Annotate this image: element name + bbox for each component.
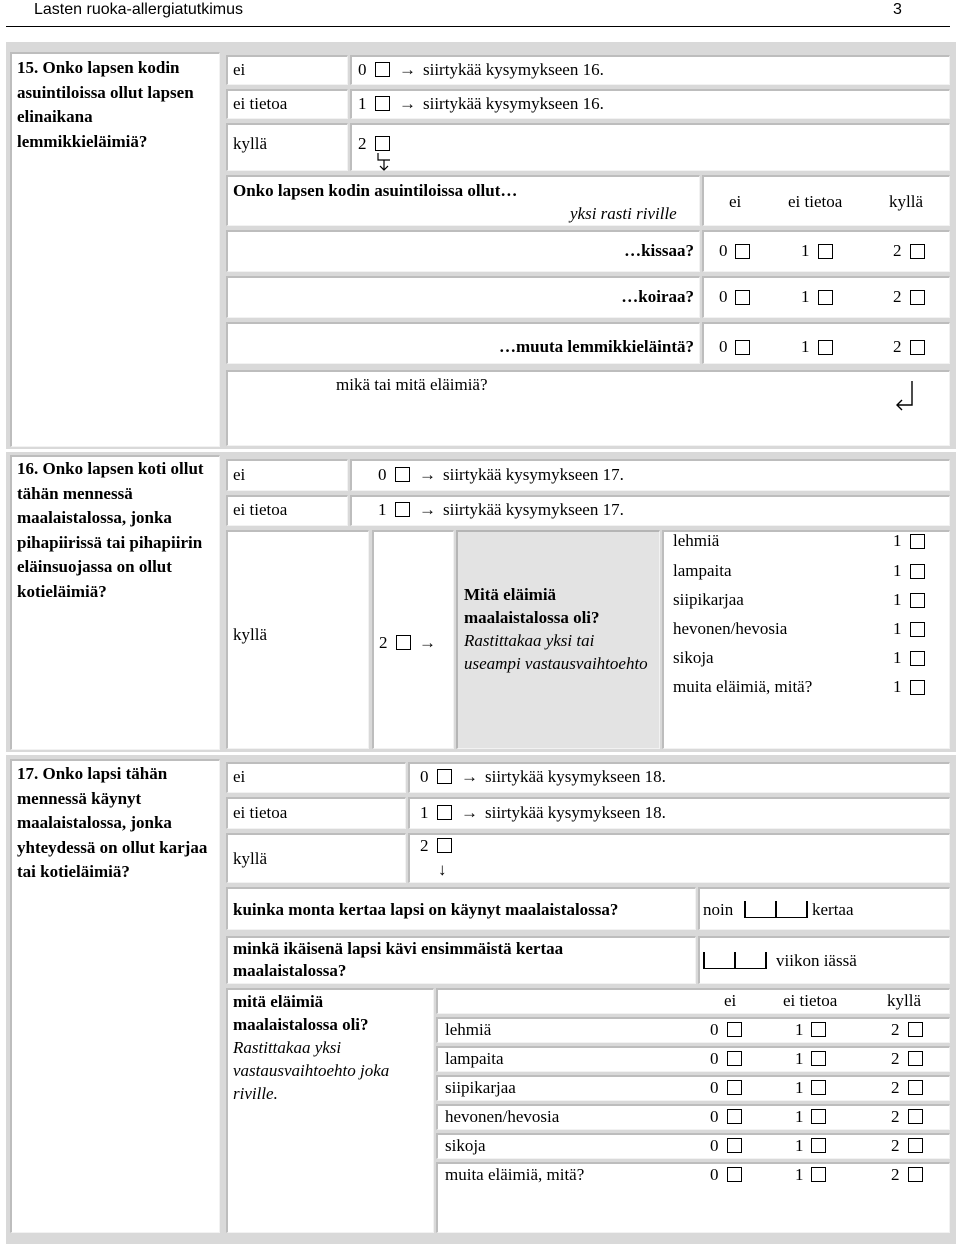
q17-animal-kylla[interactable] <box>908 1051 923 1066</box>
q15-item-dogs: …koiraa? <box>621 287 694 306</box>
q15-dogs-eitietoa[interactable] <box>818 290 833 305</box>
q15-option-eitietoa: ei tietoa <box>233 94 288 113</box>
q15-which-animals-input[interactable] <box>336 396 936 440</box>
q16-animal-checkbox[interactable] <box>910 622 925 637</box>
q17-animal-ei[interactable] <box>727 1167 742 1182</box>
q17-animal-label: lampaita <box>445 1049 504 1068</box>
q15-cats-ei[interactable] <box>735 244 750 259</box>
q17-animal-eitietoa[interactable] <box>811 1109 826 1124</box>
q16-option-ei: ei <box>233 465 246 484</box>
q17-question-text: 17. Onko lapsi tähän mennessä käynyt maalaistalossa, jonka yhteydessä on ollut karjaa tai kotieläimiä? <box>17 764 208 881</box>
q16-animals-prompt: Mitä eläimiä maalaistalossa oli? Rastittakaa yksi tai useampi vastausvaihtoehto <box>464 585 648 673</box>
q15-option-ei: ei <box>233 60 246 79</box>
q16-checkbox-1[interactable] <box>395 502 410 517</box>
q15-checkbox-2[interactable] <box>375 136 390 151</box>
q15-cats-kylla[interactable] <box>910 244 925 259</box>
q15-item-cats: …kissaa? <box>624 241 694 260</box>
arrow-down-icon: ↓ <box>438 860 447 879</box>
q16-animal-label: siipikarjaa <box>673 590 744 609</box>
q17-animal-ei[interactable] <box>727 1051 742 1066</box>
q17-animal-ei[interactable] <box>727 1080 742 1095</box>
q17-checkbox-0[interactable] <box>437 769 452 784</box>
arrow-icon: → <box>461 803 478 822</box>
q17-animal-kylla[interactable] <box>908 1022 923 1037</box>
q16-animal-label: hevonen/hevosia <box>673 619 788 638</box>
q16-animal-checkbox[interactable] <box>910 680 925 695</box>
q17-animal-eitietoa[interactable] <box>811 1167 826 1182</box>
q17-animal-kylla[interactable] <box>908 1167 923 1182</box>
q16-question-text: 16. Onko lapsen koti ollut tähän mennessä maalaistalossa, jonka pihapiirissä tai pihapiirin eläinsuojassa on ollut kotieläimiä? <box>17 459 204 601</box>
q17-animal-eitietoa[interactable] <box>811 1080 826 1095</box>
q17-animal-kylla[interactable] <box>908 1138 923 1153</box>
q17-animal-eitietoa[interactable] <box>811 1138 826 1153</box>
q17-animal-eitietoa[interactable] <box>811 1051 826 1066</box>
q17-animal-label: siipikarjaa <box>445 1078 516 1097</box>
q16-checkbox-0[interactable] <box>395 467 410 482</box>
q16-animal-checkbox[interactable] <box>910 651 925 666</box>
q15-checkbox-0[interactable] <box>375 62 390 77</box>
q15-other-ei[interactable] <box>735 340 750 355</box>
q15-sub-hint: yksi rasti riville <box>570 204 677 223</box>
arrow-icon: → <box>399 94 416 113</box>
document-title: Lasten ruoka-allergiatutkimus <box>34 1 243 18</box>
q15-option-kylla: kyllä <box>233 134 267 153</box>
col-header-kylla: kyllä <box>889 192 923 211</box>
arrow-icon: → <box>461 767 478 786</box>
q16-option-eitietoa: ei tietoa <box>233 500 288 519</box>
q15-item-other: …muuta lemmikkieläintä? <box>498 337 694 356</box>
q17-age-question: minkä ikäisenä lapsi kävi ensimmäistä kertaa maalaistalossa? <box>233 939 564 980</box>
page-number: 3 <box>893 1 902 18</box>
q17-animal-label: muita eläimiä, mitä? <box>445 1165 585 1184</box>
q15-question-text: 15. Onko lapsen kodin asuintiloissa ollut lapsen elinaikana lemmikkieläimiä? <box>17 58 194 151</box>
q16-option-kylla: kyllä <box>233 625 267 644</box>
q16-animal-checkbox[interactable] <box>910 564 925 579</box>
arrow-icon: → <box>419 500 436 519</box>
arrow-down-icon <box>374 152 394 172</box>
q17-times-question: kuinka monta kertaa lapsi on käynyt maalaistalossa? <box>233 900 619 919</box>
q15-other-eitietoa[interactable] <box>818 340 833 355</box>
q16-animal-label: muita eläimiä, mitä? <box>673 677 813 696</box>
q16-animal-label: lehmiä <box>673 531 720 550</box>
header-rule <box>6 26 950 27</box>
q15-dogs-kylla[interactable] <box>910 290 925 305</box>
q15-checkbox-1[interactable] <box>375 96 390 111</box>
arrow-icon: → <box>419 465 436 484</box>
arrow-icon: → <box>419 633 436 652</box>
q16-animal-label: sikoja <box>673 648 714 667</box>
q17-option-eitietoa: ei tietoa <box>233 803 288 822</box>
q17-animal-kylla[interactable] <box>908 1080 923 1095</box>
q15-sub-question: Onko lapsen kodin asuintiloissa ollut… <box>233 181 518 200</box>
q17-animal-ei[interactable] <box>727 1109 742 1124</box>
col-header-eitietoa: ei tietoa <box>783 991 838 1010</box>
q15-dogs-ei[interactable] <box>735 290 750 305</box>
q17-checkbox-1[interactable] <box>437 805 452 820</box>
q16-checkbox-2[interactable] <box>396 635 411 650</box>
q17-animal-label: hevonen/hevosia <box>445 1107 560 1126</box>
arrow-icon: → <box>399 60 416 79</box>
q15-other-kylla[interactable] <box>910 340 925 355</box>
col-header-kylla: kyllä <box>887 991 921 1010</box>
q17-option-kylla: kyllä <box>233 849 267 868</box>
q17-animal-kylla[interactable] <box>908 1109 923 1124</box>
q16-animal-checkbox[interactable] <box>910 534 925 549</box>
q17-animal-label: lehmiä <box>445 1020 492 1039</box>
q17-times-input[interactable] <box>744 901 808 918</box>
q17-animal-ei[interactable] <box>727 1138 742 1153</box>
q17-animal-eitietoa[interactable] <box>811 1022 826 1037</box>
q16-animal-checkbox[interactable] <box>910 593 925 608</box>
col-header-ei: ei <box>724 991 737 1010</box>
q17-age-input[interactable] <box>703 952 767 969</box>
q17-animals-prompt: mitä eläimiä maalaistalossa oli? Rastittakaa yksi vastausvaihtoehto joka riville. <box>233 992 390 1103</box>
col-header-eitietoa: ei tietoa <box>788 192 843 211</box>
q17-animal-label: sikoja <box>445 1136 486 1155</box>
q15-which-animals-label: mikä tai mitä eläimiä? <box>336 375 488 394</box>
return-arrow-icon <box>893 379 919 415</box>
q17-animal-ei[interactable] <box>727 1022 742 1037</box>
col-header-ei: ei <box>729 192 742 211</box>
q17-checkbox-2[interactable] <box>437 838 452 853</box>
q15-cats-eitietoa[interactable] <box>818 244 833 259</box>
q16-animal-label: lampaita <box>673 561 732 580</box>
q17-option-ei: ei <box>233 767 246 786</box>
